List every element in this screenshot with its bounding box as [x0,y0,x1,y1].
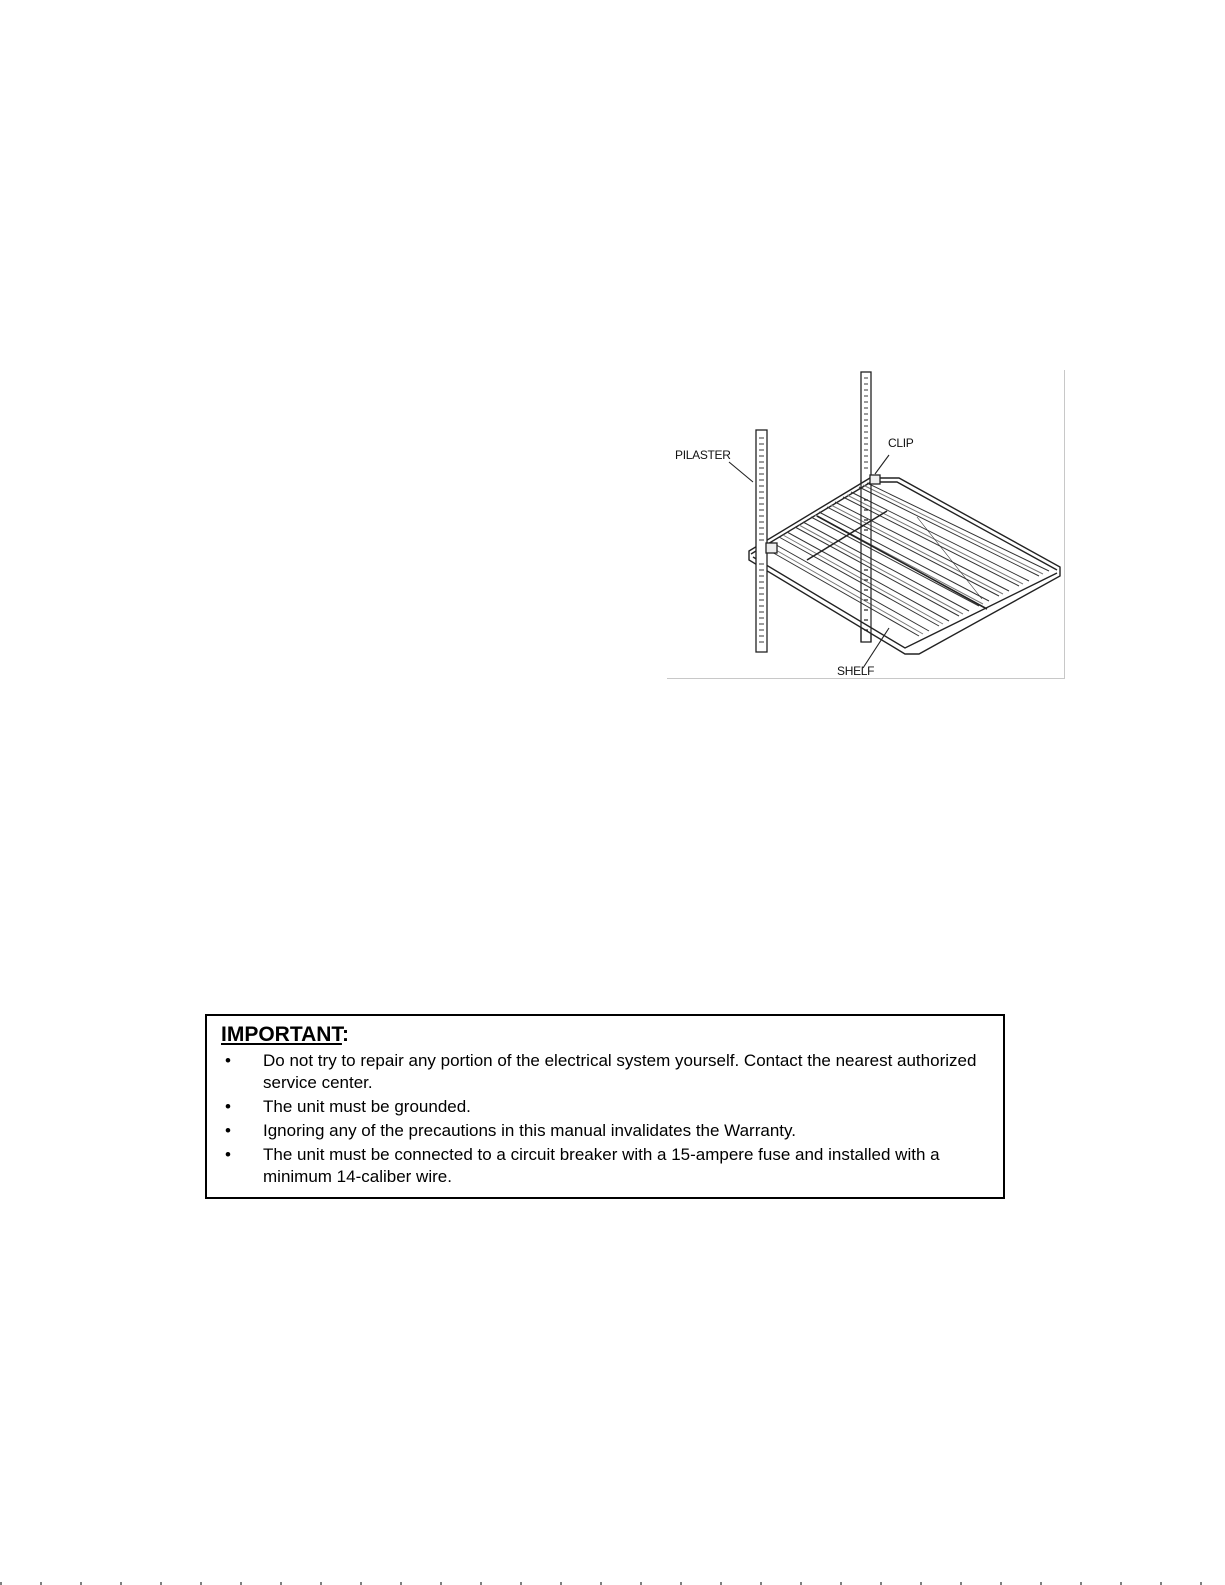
shelf-label: SHELF [837,664,875,678]
important-item [221,1096,989,1118]
pilaster-label: PILASTER [675,448,731,462]
bullet-icon: • [225,1051,231,1070]
front-pilaster [756,430,767,652]
bullet-icon: • [225,1121,231,1140]
important-item-text: The unit must be connected to a circuit breaker with a 15-ampere fuse and installed with a minimum 14-caliber wire. [263,1145,940,1186]
important-item [221,1120,989,1142]
bullet-icon: • [225,1097,231,1116]
important-item-text: Ignoring any of the precautions in this manual invalidates the Warranty. [263,1121,796,1140]
shelf-installation-figure [667,370,1065,679]
clip-label: CLIP [888,436,914,450]
important-item-text: The unit must be grounded. [263,1097,471,1116]
bullet-icon: • [225,1145,231,1164]
shelf-illustration [667,370,1065,679]
important-list [221,1050,989,1188]
important-notice-box [205,1014,1005,1199]
important-item-text: Do not try to repair any portion of the electrical system yourself. Contact the nearest authorized service center. [263,1051,977,1092]
important-item [221,1144,989,1188]
important-item [221,1050,989,1094]
important-heading [221,1022,989,1048]
important-title-colon: : [341,1023,349,1046]
important-title: IMPORTANT [221,1023,342,1046]
